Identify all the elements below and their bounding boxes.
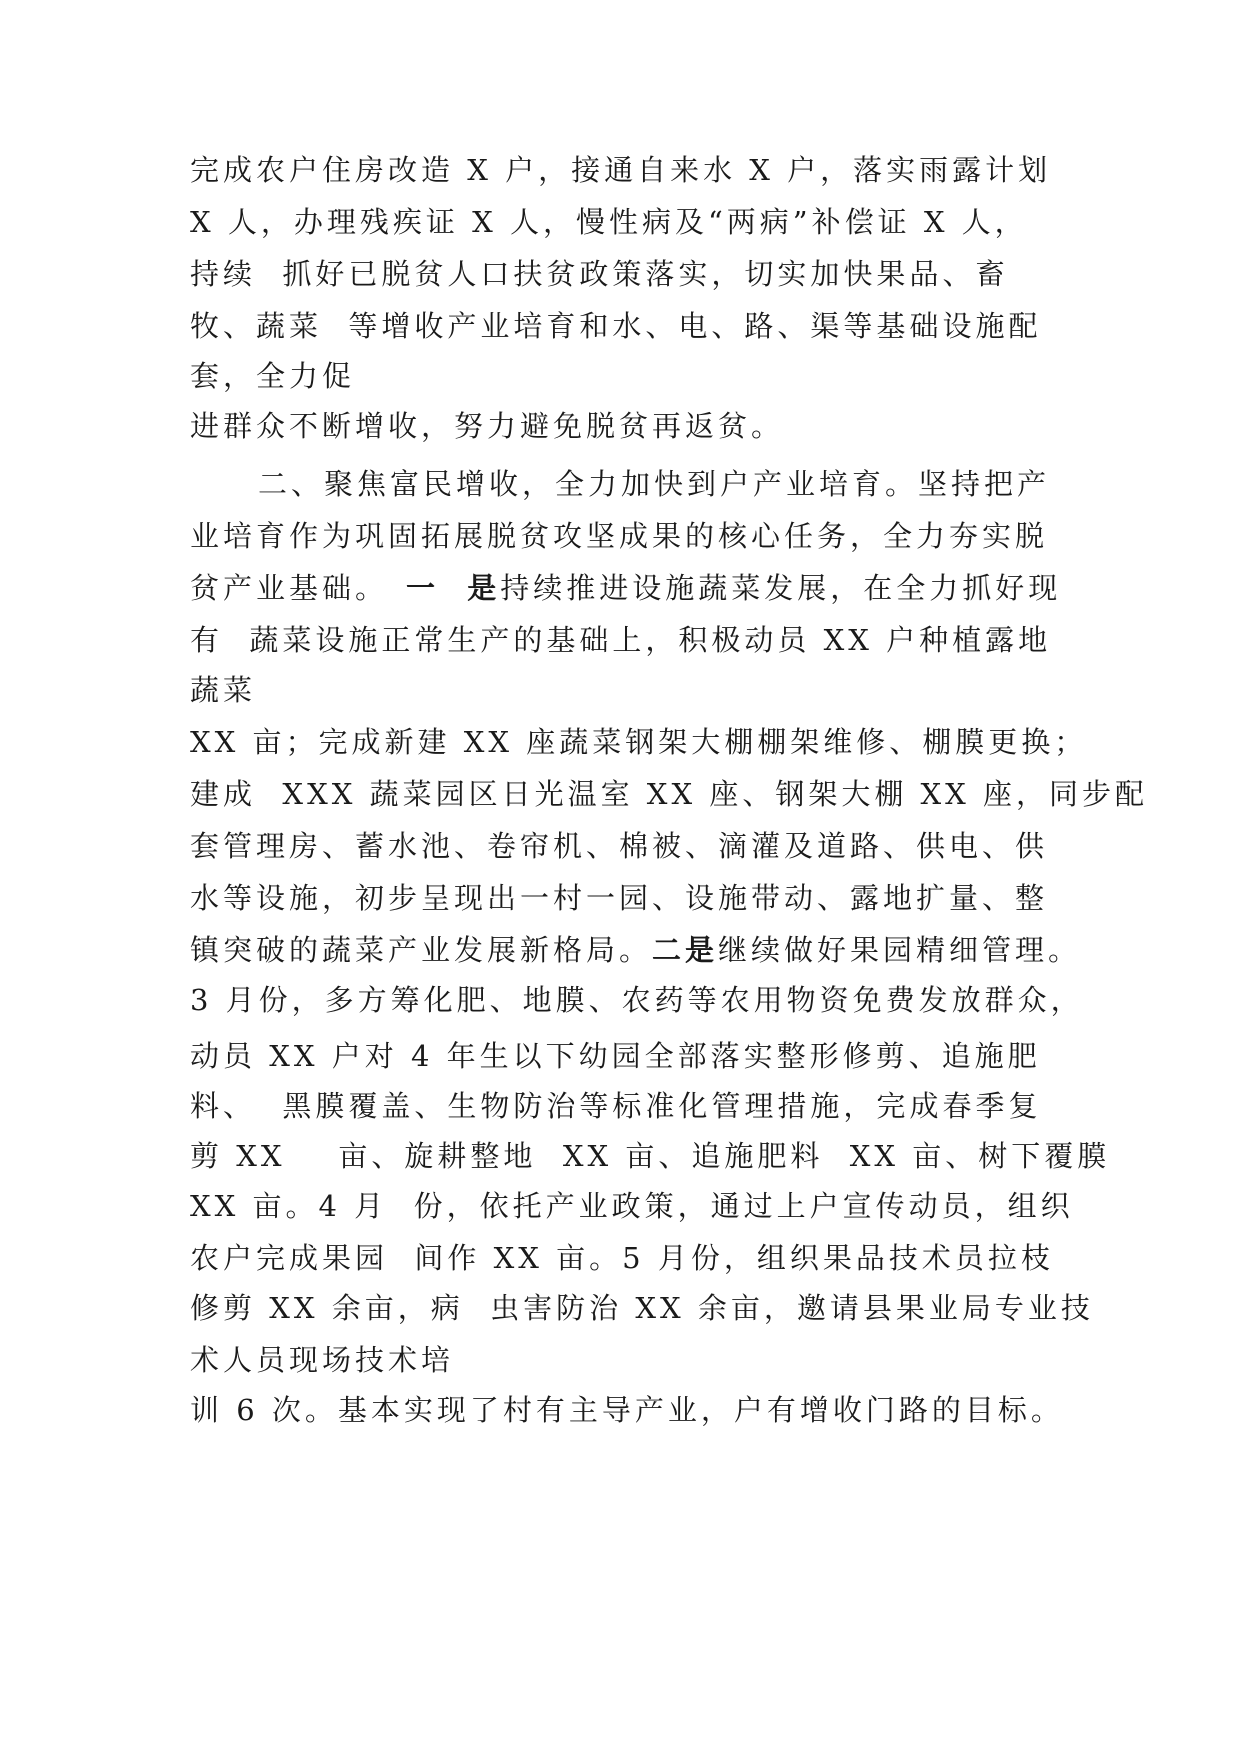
text-line: 农户完成果园 间作 XX 亩。5 月份，组织果品技术员拉枝 <box>190 1241 1054 1275</box>
bold-marker: 二是 <box>652 933 719 967</box>
text-line: 持续 抓好已脱贫人口扶贫政策落实，切实加快果品、畜 <box>190 257 1009 291</box>
text-line: 套管理房、蓄水池、卷帘机、棉被、滴灌及道路、供电、供 <box>190 829 1049 863</box>
text-line: 术人员现场技术培 <box>190 1343 455 1377</box>
bold-marker: 一 是 <box>406 571 501 605</box>
text-line: 料、 黑膜覆盖、生物防治等标准化管理措施，完成春季复 <box>190 1089 1042 1123</box>
text-line-mixed <box>190 568 1061 608</box>
section-heading-line: 二、聚焦富民增收，全力加快到户产业培育。坚持把产 <box>258 467 1051 501</box>
text-line: XX 亩；完成新建 XX 座蔬菜钢架大棚棚架维修、棚膜更换； <box>190 725 1088 759</box>
text-line: 业培育作为巩固拓展脱贫攻坚成果的核心任务，全力夯实脱 <box>190 519 1049 553</box>
text-line: 修剪 XX 余亩，病 虫害防治 XX 余亩，邀请县果业局专业技 <box>190 1291 1094 1325</box>
text-line: 蔬菜 <box>190 673 257 707</box>
text-line: 训 6 次。基本实现了村有主导产业，户有增收门路的目标。 <box>190 1393 1064 1427</box>
text-line: 完成农户住房改造 X 户，接通自来水 X 户，落实雨露计划 <box>190 153 1052 187</box>
text-line: 建成 XXX 蔬菜园区日光温室 XX 座、钢架大棚 XX 座，同步配 <box>190 777 1149 811</box>
text-segment: 贫产业基础。 <box>190 571 389 605</box>
text-segment: 镇突破的蔬菜产业发展新格局。 <box>190 933 653 967</box>
text-line: 水等设施，初步呈现出一村一园、设施带动、露地扩量、整 <box>190 881 1049 915</box>
text-segment: 继续做好果园精细管理。 <box>718 933 1082 967</box>
text-line: X 人，办理残疾证 X 人，慢性病及“两病”补偿证 X 人， <box>190 205 1028 239</box>
text-line: 牧、蔬菜 等增收产业培育和水、电、路、渠等基础设施配 <box>190 309 1042 343</box>
text-line: 剪 XX 亩、旋耕整地 XX 亩、追施肥料 XX 亩、树下覆膜 <box>190 1139 1111 1173</box>
text-line-mixed <box>190 930 1081 970</box>
text-line: XX 亩。4 月 份，依托产业政策，通过上户宣传动员，组织 <box>190 1189 1074 1223</box>
text-segment: 持续推进设施蔬菜发展，在全力抓好现 <box>500 571 1062 605</box>
text-line: 动员 XX 户对 4 年生以下幼园全部落实整形修剪、追施肥 <box>190 1039 1041 1073</box>
text-line: 进群众不断增收，努力避免脱贫再返贫。 <box>190 409 785 443</box>
text-line: 有 蔬菜设施正常生产的基础上，积极动员 XX 户种植露地 <box>190 623 1052 657</box>
text-line: 套，全力促 <box>190 359 356 393</box>
text-line: 3 月份，多方筹化肥、地膜、农药等农用物资免费发放群众， <box>190 983 1084 1017</box>
